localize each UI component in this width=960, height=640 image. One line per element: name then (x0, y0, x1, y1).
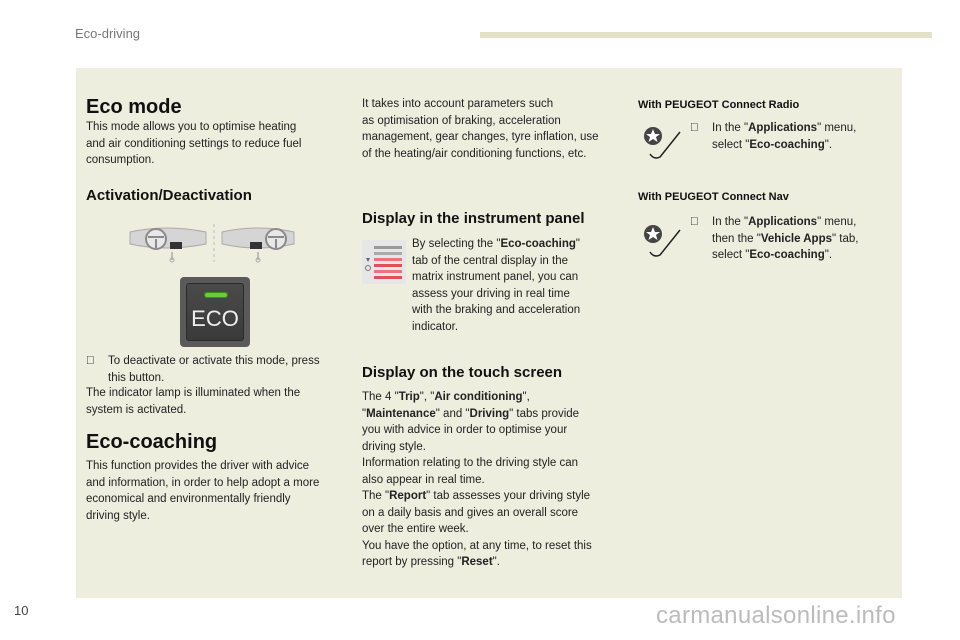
eco-button[interactable] (180, 277, 250, 347)
star-pen-icon (640, 222, 682, 260)
connect-nav-step: In the "Applications" menu, then the "Vehicle Apps" tab, select "Eco-coaching". (690, 214, 890, 264)
header-rule (480, 32, 932, 38)
eco-button-label: ECO (191, 306, 239, 331)
watermark: carmanualsonline.info (656, 602, 896, 629)
instrument-panel-title: Display in the instrument panel (362, 210, 585, 227)
instrument-panel-text: By selecting the "Eco-coaching" tab of the central display in the matrix instrument panel, you can assess your driving in real time with the braking and acceleration indicator. (412, 238, 581, 333)
dashboard-left-right-hand-drive-icon (126, 222, 298, 266)
connect-radio-title: With PEUGEOT Connect Radio (638, 99, 800, 111)
eco-mode-title: Eco mode (86, 96, 182, 118)
activation-title: Activation/Deactivation (86, 187, 252, 204)
eco-mode-intro: This mode allows you to optimise heating and air conditioning settings to reduce fuel consumption. (86, 121, 302, 166)
page-number: 10 (14, 603, 29, 618)
arrow-bullet-icon (690, 120, 699, 137)
touch-screen-text: The 4 "Trip", "Air conditioning", "Maintenance" and "Driving" tabs provide you with advice in order to optimise your driving style. Information relating to the driving style can also appear in real time. The "Report" tab assesses your driving style on a daily basis and gives an overall score over the entire week. You have the option, at any time, to reset this report by pressing "Reset". (362, 391, 592, 568)
star-pen-icon (640, 124, 682, 162)
eco-coaching-body: This function provides the driver with advice and information, in order to help adopt a more economical and environmentally friendly driving style. (86, 460, 320, 522)
arrow-bullet-icon (86, 353, 95, 370)
connect-radio-step: In the "Applications" menu, select "Eco-coaching". (690, 120, 890, 154)
section-header: Eco-driving (75, 26, 141, 41)
activation-note: The indicator lamp is illuminated when the system is activated. (86, 387, 301, 416)
activation-bullet: To deactivate or activate this mode, press this button. (86, 353, 356, 387)
eco-indicator-lamp (204, 292, 228, 298)
arrow-bullet-icon (690, 214, 699, 231)
touch-screen-title: Display on the touch screen (362, 364, 563, 381)
eco-coaching-title: Eco-coaching (86, 431, 218, 453)
parameters-intro: It takes into account parameters such as optimisation of braking, acceleration management, gear changes, tyre inflation, use of the heating/air conditioning functions, etc. (362, 98, 599, 160)
connect-nav-title: With PEUGEOT Connect Nav (638, 191, 789, 203)
instrument-display-icon (362, 240, 406, 284)
